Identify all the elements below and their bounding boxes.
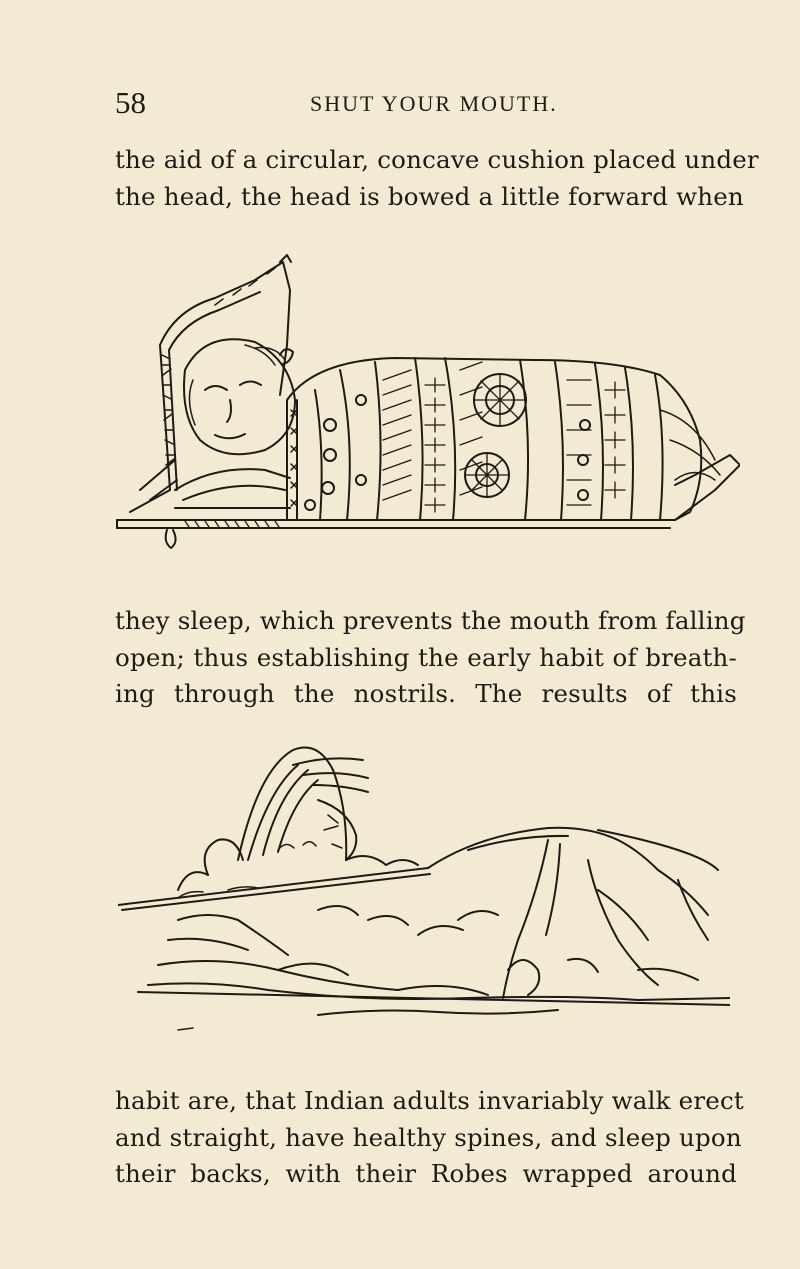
text-line: the aid of a circular, concave cushion placed under: [115, 145, 759, 174]
cradleboard-illustration: [115, 250, 740, 570]
sleeping-figure-illustration: [118, 740, 730, 1040]
text-line: they sleep, which prevents the mouth from falling: [115, 606, 746, 635]
text-line: the head, the head is bowed a little forward when: [115, 181, 744, 211]
running-head: [115, 86, 735, 120]
text-line: ing through the nostrils. The results of this: [115, 679, 737, 708]
paragraph-bottom: [115, 1083, 744, 1193]
paragraph-middle: [115, 603, 746, 713]
text-line: their backs, with their Robes wrapped around: [115, 1159, 737, 1188]
text-line: habit are, that Indian adults invariably walk erect: [115, 1086, 744, 1115]
text-line: and straight, have healthy spines, and sleep upon: [115, 1122, 742, 1152]
paragraph-top: [115, 142, 759, 215]
page-number: 58: [115, 85, 146, 120]
running-title: SHUT YOUR MOUTH.: [310, 91, 558, 116]
text-line: open; thus establishing the early habit of breath-: [115, 642, 737, 672]
